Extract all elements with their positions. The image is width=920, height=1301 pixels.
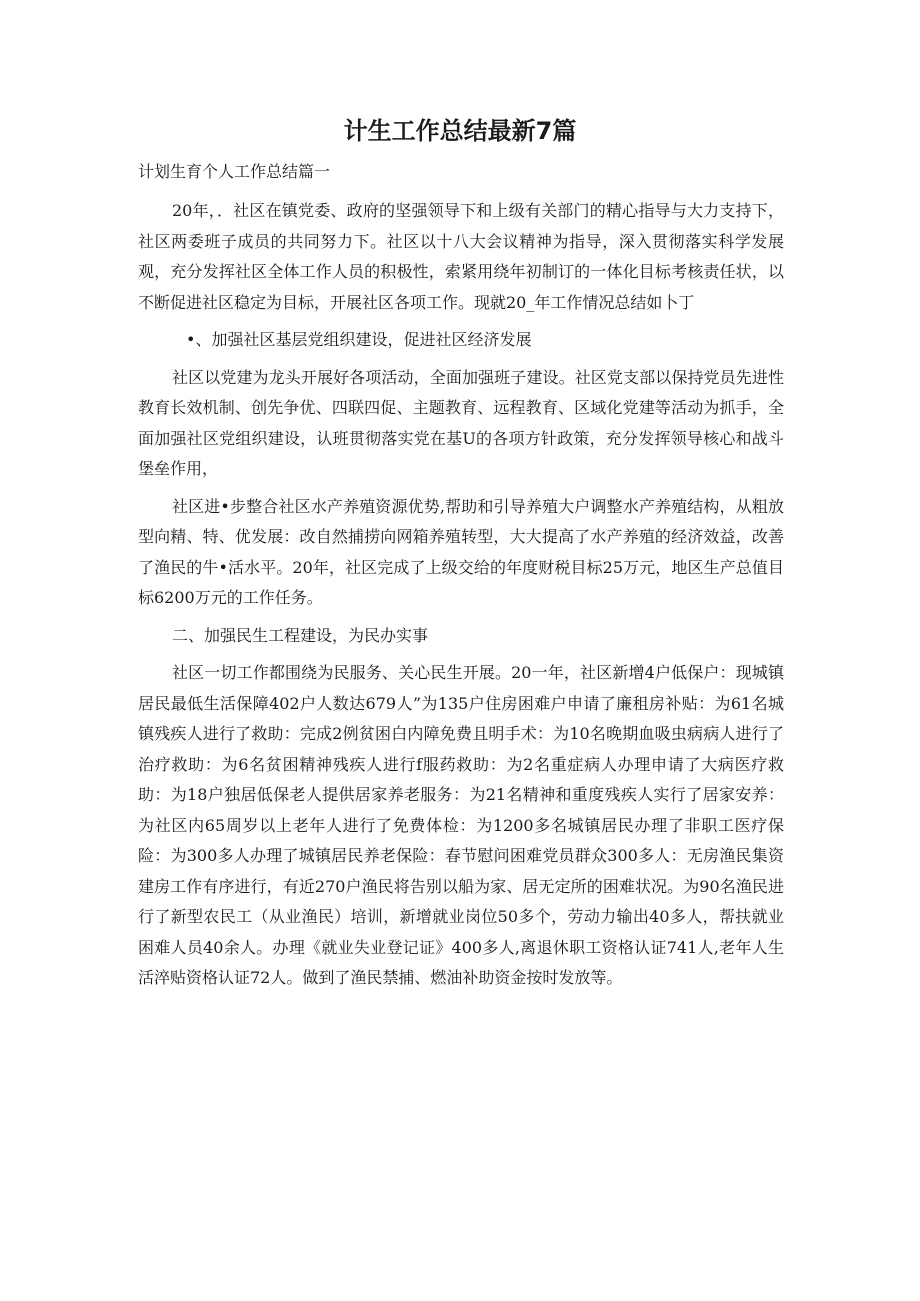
section-subtitle: 计划生育个人工作总结篇一: [138, 162, 331, 181]
section-heading-livelihood: 二、加强民生工程建设，为民办实事: [172, 625, 429, 645]
document-title: 计生工作总结最新7篇: [343, 117, 577, 145]
document-body: [138, 196, 784, 1001]
paragraph-aquaculture: 社区进•步整合社区水产养殖资源优势,帮助和引导养殖大户调整水产养殖结构，从粗放型向精、特、优发展：改自然捕捞向网箱养殖转型，大大提高了水产养殖的经济效益，改善了渔民的牛•活水平。20年，社区完成了上级交给的年度财税目标25万元，地区生产总值目标6200万元的工作任务。: [138, 496, 784, 607]
paragraph-intro: 20年，．社区在镇党委、政府的坚强领导下和上级有关部门的精心指导与大力支持下，社区两委班子成员的共同努力下。社区以十八大会议精神为指导，深入贯彻落实科学发展观，充分发挥社区全体工作人员的积极性，索紧用绕年初制订的一体化目标考核责任状，以不断促进社区稳定为目标，开展社区各项工作。现就20_年工作情况总结如卜丁: [138, 201, 784, 312]
paragraph-livelihood: 社区一切工作都围绕为民服务、关心民生开展。20一年，社区新增4户低保户：现城镇居民最低生活保障402户人数达679人”为135户住房困难户申请了廉租房补贴：为61名城镇残疾人进行了救助：完成2例贫困白内障免费且明手术：为10名晚期血吸虫病病人进行了治疗救助：为6名贫困精神残疾人进行f服药救助：为2名重症病人办理申请了大病医疗救助：为18户独居低保老人提供居家养老服务：为21名精神和重度残疾人实行了居家安养：为社区内65周岁以上老年人进行了免费体检：为1200多名城镇居民办理了非职工医疗保险：为300多人办理了城镇居民养老保险：春节慰问困难党员群众300多人：无房渔民集资建房工作有序进行，有近270户渔民将告别以船为家、居无定所的困难状况。为90名渔民进行了新型农民工（从业渔民）培训，新增就业岗位50多个，劳动力输出40多人，帮扶就业困难人员40余人。办理《就业失业登记证》400多人,离退休职工资格认证741人,老年人生活淬贴资格认证72人。做到了渔民禁捕、燃油补助资金按时发放等。: [138, 663, 784, 987]
paragraph-party-building: 社区以党建为龙头开展好各项活动，全面加强班子建设。社区党支部以保持党员先进性教育长效机制、创先争优、四联四促、主题教育、远程教育、区域化党建等活动为抓手，全面加强社区党组织建设，认班贯彻落实党在基U的各项方针政策，充分发挥领导核心和战斗堡垒作用，: [138, 367, 784, 478]
section-heading-party-building: •、加强社区基层党组织建设，促进社区经济发展: [186, 330, 532, 349]
